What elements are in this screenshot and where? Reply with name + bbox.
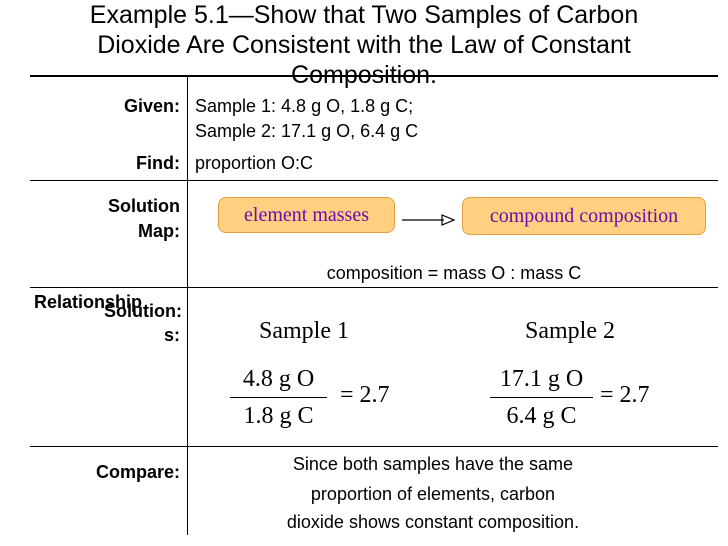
sample-1-numerator: 4.8 g O	[242, 366, 315, 392]
title-line-1: Example 5.1—Show that Two Samples of Carbon	[89, 1, 639, 29]
sample-1-heading: Sample 1	[259, 318, 349, 344]
sample-1-fraction	[230, 365, 327, 430]
row-divider-1	[30, 180, 718, 181]
given-line-1: Sample 1: 4.8 g O, 1.8 g C;	[195, 96, 414, 116]
sample-2-fraction	[490, 365, 593, 430]
find-label: Find:	[136, 153, 180, 173]
relationships-label-line-1: Relationship	[34, 292, 143, 312]
solution-label: Solution:	[104, 301, 182, 321]
table-top-border	[30, 75, 718, 77]
sample-2-result: = 2.7	[600, 382, 650, 408]
find-value: proportion O:C	[195, 153, 314, 173]
title-line-2: Dioxide Are Consistent with the Law of Constant	[97, 31, 631, 59]
title-line-3: Composition.	[291, 61, 437, 89]
sample-1-result: = 2.7	[340, 382, 390, 408]
sample-2-heading: Sample 2	[525, 318, 615, 344]
relationships-label-line-2: s:	[163, 325, 180, 345]
sample-2-numerator: 17.1 g O	[499, 366, 584, 392]
right-arrow-icon	[400, 213, 455, 227]
given-line-2: Sample 2: 17.1 g O, 6.4 g C	[195, 121, 419, 141]
sample-1-fraction-bar	[230, 397, 327, 398]
solution-map-label-line-2: Map:	[138, 221, 180, 241]
solution-map-relation: composition = mass O : mass C	[326, 263, 582, 283]
sample-1-denominator: 1.8 g C	[243, 403, 314, 429]
compare-line-2: proportion of elements, carbon	[310, 484, 556, 504]
compare-line-1: Since both samples have the same	[292, 454, 574, 474]
compare-label: Compare:	[95, 462, 180, 482]
sample-2-denominator: 6.4 g C	[506, 403, 577, 429]
element-masses-box: element masses	[218, 197, 395, 233]
solution-map-label-line-1: Solution	[108, 196, 180, 216]
given-label: Given:	[123, 96, 180, 116]
row-divider-2	[30, 287, 718, 288]
column-divider	[187, 75, 188, 535]
sample-2-fraction-bar	[490, 397, 593, 398]
compound-composition-box: compound composition	[462, 197, 706, 235]
compare-line-3: dioxide shows constant composition.	[286, 512, 580, 532]
row-divider-3	[30, 446, 718, 447]
